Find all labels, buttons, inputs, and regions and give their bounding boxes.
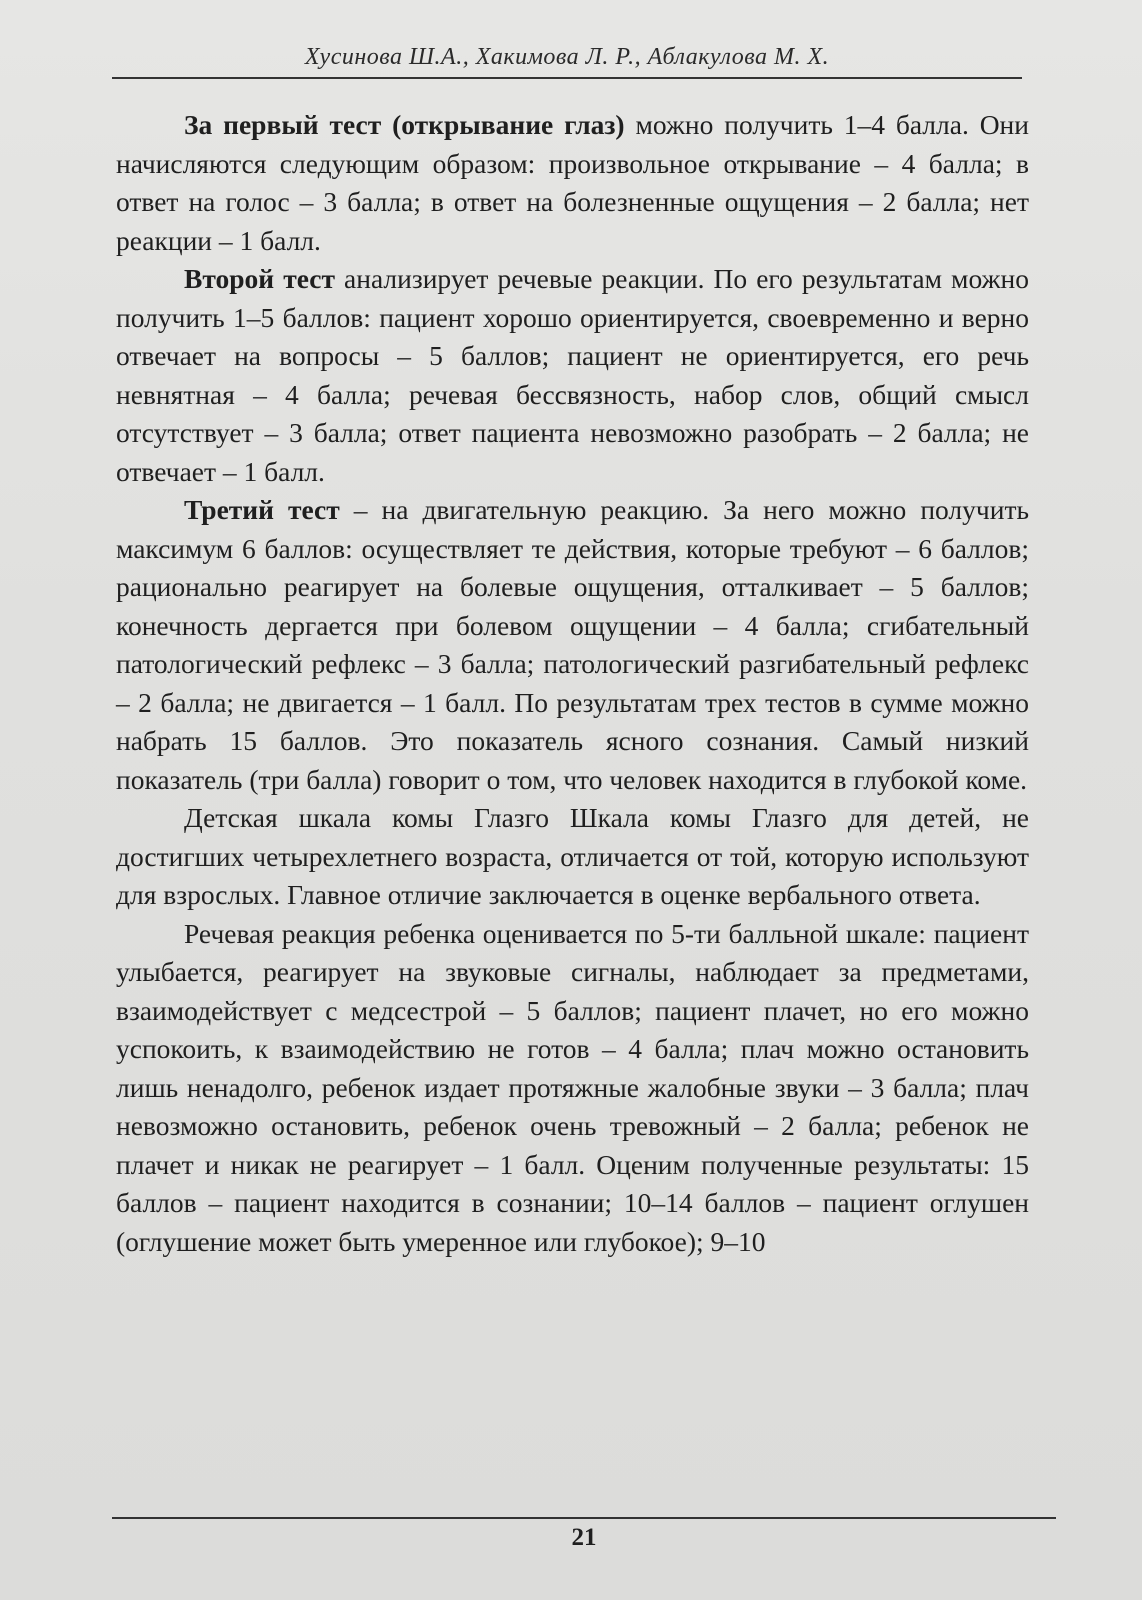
paragraph-first-test xyxy=(116,106,1029,260)
paragraph-child-scale xyxy=(116,799,1029,915)
paragraph-lead: За первый тест (открывание глаз) xyxy=(184,109,625,140)
paragraph-text: можно получить 1–4 балла. Они начисляются следующим образом: произвольное открывание – 4 балла; в ответ на голос – 3 балла; в ответ на болезненные ощущения – 2 балла; нет реакции – 1 балл. xyxy=(116,109,1029,256)
paragraph-text: Речевая реакция ребенка оценивается по 5-ти балльной шкале: пациент улыбается, реагирует на звуковые сигналы, наблюдает за предметами, взаимодействует с медсестрой – 5 баллов; пациент плачет, но его можно успокоить, к взаимодействию не готов – 4 балла; плач можно остановить лишь ненадолго, ребенок издает протяжные жалобные звуки – 3 балла; плач невозможно остановить, ребенок очень тревожный – 2 балла; ребенок не плачет и никак не реагирует – 1 балл. Оценим полученные результаты: 15 баллов – пациент находится в сознании; 10–14 баллов – пациент оглушен (оглушение может быть умеренное или глубокое); 9–10 xyxy=(116,917,1029,1257)
header-rule xyxy=(112,77,1022,79)
footer-rule xyxy=(112,1517,1056,1519)
paragraph-text: анализирует речевые реакции. По его результатам можно получить 1–5 баллов: пациент хорошо ориентируется, своевременно и верно отвечает на вопросы – 5 баллов; пациент не ориентируется, его речь невнятная – 4 балла; речевая бессвязность, набор слов, общий смысл отсутствует – 3 балла; ответ пациента невозможно разобрать – 2 балла; не отвечает – 1 балл. xyxy=(116,263,1029,487)
paragraph-lead: Второй тест xyxy=(184,263,335,294)
page-number: 21 xyxy=(571,1524,597,1551)
paragraph-text: Детская шкала комы Глазго Шкала комы Глазго для детей, не достигших четырехлетнего возраста, отличается от той, которую используют для взрослых. Главное отличие заключается в оценке вербального ответа. xyxy=(116,802,1029,910)
paragraph-text: – на двигательную реакцию. За него можно получить максимум 6 баллов: осуществляет те действия, которые требуют – 6 баллов; рационально реагирует на болевые ощущения, отталкивает – 5 баллов; конечность дергается при болевом ощущении – 4 балла; сгибательный патологический рефлекс – 3 балла; патологический разгибательный рефлекс – 2 балла; не двигается – 1 балл. По результатам трех тестов в сумме можно набрать 15 баллов. Это показатель ясного сознания. Самый низкий показатель (три балла) говорит о том, что человек находится в глубокой коме. xyxy=(116,494,1029,795)
paragraph-lead: Третий тест xyxy=(184,494,340,525)
running-head: Хусинова Ш.А., Хакимова Л. Р., Аблакулова М. Х. xyxy=(304,44,830,70)
paragraph-second-test xyxy=(116,260,1029,491)
body-text xyxy=(116,106,1029,1261)
paragraph-third-test xyxy=(116,491,1029,799)
paragraph-child-speech xyxy=(116,915,1029,1262)
